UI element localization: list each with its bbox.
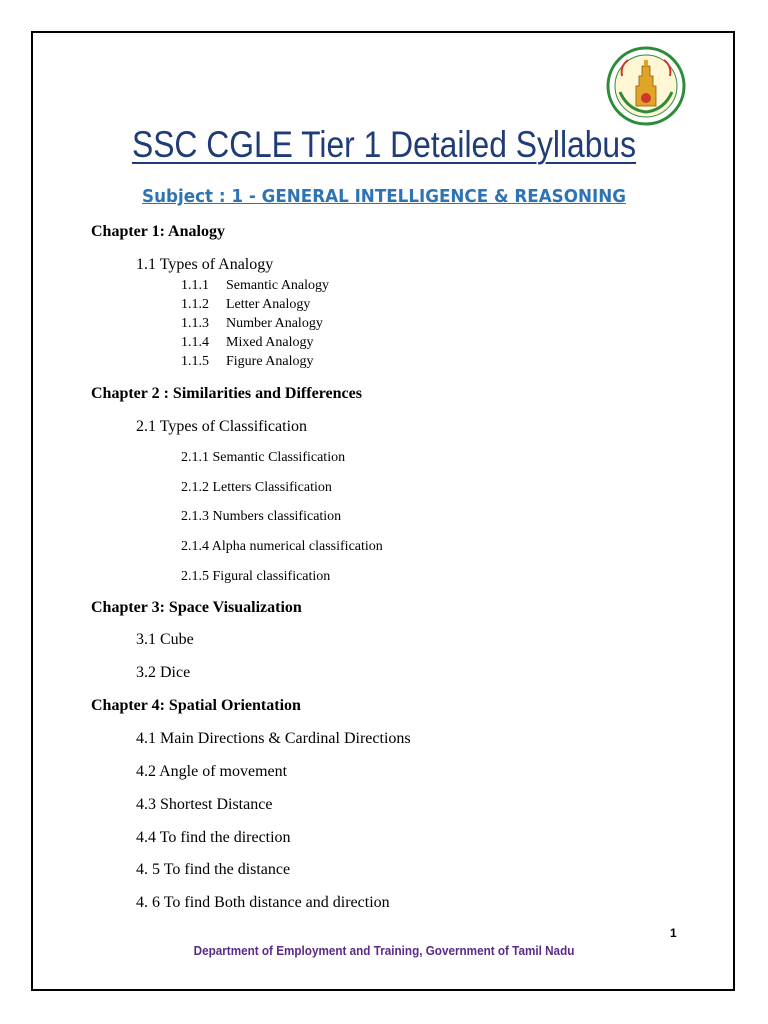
item-number: 1.1.1: [181, 278, 209, 293]
chapter-3-title: Chapter 3: Space Visualization: [91, 599, 302, 616]
list-item: 2.1.4 Alpha numerical classification: [181, 539, 383, 554]
item-label: Figure Analogy: [226, 354, 314, 369]
item-number: 1.1.4: [181, 335, 209, 350]
list-item: [181, 278, 329, 294]
list-item: 2.1.5 Figural classification: [181, 569, 331, 584]
footer-text: Department of Employment and Training, Government of Tamil Nadu: [193, 943, 575, 958]
section-4-4: 4.4 To find the direction: [136, 829, 291, 846]
list-item: [181, 316, 323, 332]
tamil-nadu-emblem-icon: [606, 46, 686, 126]
page-title: SSC CGLE Tier 1 Detailed Syllabus: [131, 124, 637, 165]
list-item: 2.1.3 Numbers classification: [181, 509, 342, 524]
item-number: 1.1.3: [181, 316, 209, 331]
section-4-1: 4.1 Main Directions & Cardinal Directions: [136, 730, 411, 747]
list-item: [181, 335, 314, 351]
item-label: Number Analogy: [226, 316, 323, 331]
item-number: 1.1.5: [181, 354, 209, 369]
list-item: [181, 354, 314, 370]
section-4-2: 4.2 Angle of movement: [136, 763, 288, 780]
section-4-3: 4.3 Shortest Distance: [136, 796, 273, 813]
page-number: 1: [670, 926, 677, 940]
item-number: 1.1.2: [181, 297, 209, 312]
section-3-2: 3.2 Dice: [136, 664, 191, 681]
item-label: Letter Analogy: [226, 297, 311, 312]
list-item: 2.1.1 Semantic Classification: [181, 450, 346, 465]
section-1-1: 1.1 Types of Analogy: [136, 256, 274, 273]
page-frame: [31, 31, 735, 991]
chapter-4-title: Chapter 4: Spatial Orientation: [91, 697, 301, 714]
list-item: 2.1.2 Letters Classification: [181, 480, 332, 495]
chapter-1-title: Chapter 1: Analogy: [91, 223, 225, 240]
section-2-1: 2.1 Types of Classification: [136, 418, 308, 435]
section-4-6: 4. 6 To find Both distance and direction: [136, 894, 390, 911]
list-item: [181, 297, 310, 313]
section-3-1: 3.1 Cube: [136, 631, 194, 648]
chapter-2-title: Chapter 2 : Similarities and Differences: [91, 385, 362, 402]
item-label: Semantic Analogy: [226, 278, 330, 293]
subject-heading: Subject : 1 - GENERAL INTELLIGENCE & REASONING: [142, 186, 626, 207]
section-4-5: 4. 5 To find the distance: [136, 861, 291, 878]
item-label: Mixed Analogy: [226, 335, 314, 350]
